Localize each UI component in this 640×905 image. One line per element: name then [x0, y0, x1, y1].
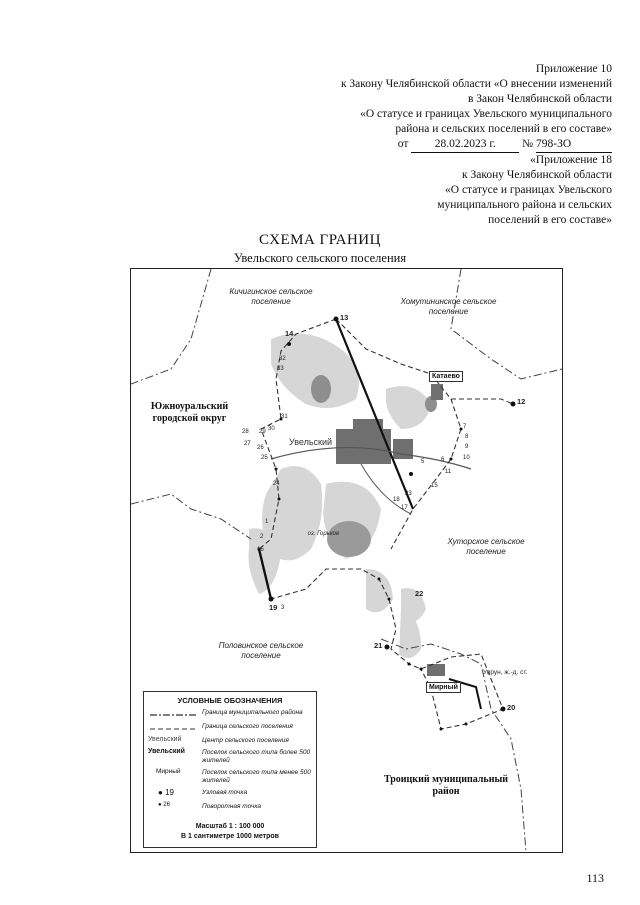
- settlement-label: Увельский: [289, 437, 333, 447]
- appendix-line: в Закон Челябинской области: [467, 93, 612, 105]
- node-label: 9: [465, 444, 469, 450]
- node-label: 10: [463, 455, 470, 461]
- node-label: 25: [261, 455, 268, 461]
- appendix2-line: «Приложение 18: [530, 154, 612, 166]
- node-label: 6: [441, 457, 445, 463]
- neighbor-label: Половинское сельское поселение: [218, 641, 304, 660]
- legend-title: УСЛОВНЫЕ ОБОЗНАЧЕНИЯ: [177, 696, 283, 705]
- node-label: 22: [415, 589, 424, 598]
- legend-symbol: Увельский: [148, 748, 185, 755]
- appendix-quote: [312, 153, 612, 228]
- appendix2-line: поселений в его составе»: [488, 214, 612, 226]
- node-label: 31: [281, 414, 288, 420]
- neighbor-label: Кичигинское сельское поселение: [229, 287, 313, 306]
- node-label: 23: [405, 491, 412, 497]
- node-dot-icon: ●: [158, 788, 166, 797]
- legend-item: [148, 768, 312, 786]
- page-number: 113: [586, 871, 604, 885]
- appendix-line: к Закону Челябинской области «О внесении изменений: [340, 78, 612, 90]
- legend-text: Центр сельского поселения: [202, 737, 289, 744]
- title-block: [0, 232, 640, 266]
- appendix2-line: к Закону Челябинской области: [462, 169, 612, 181]
- node-label: 29: [259, 429, 266, 435]
- legend-text: Граница муниципального района: [202, 709, 303, 716]
- legend-symbol-number: 26: [163, 802, 170, 808]
- legend-text: Граница сельского поселения: [202, 723, 293, 730]
- node-label: 16: [257, 547, 264, 553]
- appendix-date-line: [282, 137, 612, 153]
- node-label: 32: [279, 356, 286, 362]
- legend-text: Поселок сельского типа более 500 жителей: [202, 749, 311, 764]
- settlement-label: Упрун, ж.-д. ст.: [483, 669, 528, 676]
- node-label: 20: [507, 703, 516, 712]
- settlement-boundary: [451, 399, 513, 404]
- legend-symbol: Мирный: [156, 768, 181, 775]
- legend-symbol: Увельский: [148, 736, 182, 743]
- appendix2-line: муниципального района и сельских: [437, 199, 612, 211]
- legend-text: Поселок сельского типа менее 500 жителей: [202, 769, 311, 784]
- node-label: 8: [465, 434, 469, 440]
- node-label: 28: [242, 429, 249, 435]
- appendix-line: Приложение 10: [535, 63, 612, 75]
- legend-item: [148, 802, 312, 820]
- neighbor-label: Троицкий муниципальный район: [383, 774, 509, 797]
- map-scale: Масштаб 1 : 100 000: [195, 823, 265, 830]
- neighbor-label: Южноуральский городской округ: [150, 401, 229, 424]
- node-label: 15: [431, 483, 438, 489]
- node-label: 27: [244, 441, 251, 447]
- number-prefix: №: [522, 138, 534, 150]
- neighbor-label: Хомутининское сельское поселение: [400, 297, 497, 316]
- node-label: 21: [374, 641, 383, 650]
- legend-text: Узловая точка: [202, 789, 248, 796]
- settlement-label: Мирный: [426, 682, 461, 693]
- law-number: 798-ЗО: [536, 137, 612, 153]
- node-label: 12: [517, 397, 526, 406]
- municipal-boundary: [451, 269, 562, 379]
- node-label: 5: [421, 459, 425, 465]
- appendix-line: района и сельских поселений в его составе»: [395, 123, 612, 135]
- appendix-line: «О статусе и границах Увельского муниципального: [360, 108, 612, 120]
- legend-symbol: [158, 802, 208, 820]
- map-legend: [143, 691, 317, 848]
- node-label: 18: [393, 497, 400, 503]
- node-label: 30: [268, 426, 275, 432]
- appendix-header: [282, 62, 612, 153]
- neighbor-label: Хуторское сельское поселение: [447, 537, 525, 556]
- node-label: 7: [463, 424, 467, 430]
- boundary-map: [130, 268, 563, 853]
- lake-gorkoe: [327, 521, 371, 557]
- legend-item: [148, 748, 312, 766]
- settlement-label: Катаево: [429, 371, 463, 382]
- node-label: 11: [445, 469, 452, 475]
- lake-label: оз. Горькое: [307, 531, 340, 537]
- map-title: СХЕМА ГРАНИЦ: [259, 232, 381, 248]
- node-label: 26: [257, 445, 264, 451]
- node-label: 17: [401, 505, 408, 511]
- legend-text: Поворотная точка: [202, 803, 262, 810]
- node-label: 24: [273, 481, 280, 487]
- node-label: 33: [277, 366, 284, 372]
- node-label: 2: [260, 534, 264, 540]
- node-label: 1: [265, 519, 269, 525]
- node-label: 19: [269, 603, 278, 612]
- date-prefix: от: [397, 138, 409, 150]
- turn-dot-icon: ●: [158, 802, 164, 808]
- appendix2-line: «О статусе и границах Увельского: [445, 184, 612, 196]
- pond: [311, 375, 331, 403]
- map-scale-note: В 1 сантиметре 1000 метров: [181, 833, 279, 840]
- node-label: 3: [281, 605, 285, 611]
- law-date: 28.02.2023 г.: [411, 137, 519, 153]
- map-subtitle: Увельского сельского поселения: [233, 251, 407, 265]
- legend-symbol-number: 19: [165, 788, 174, 797]
- node-label: 13: [340, 313, 349, 322]
- node-label: 14: [285, 329, 294, 338]
